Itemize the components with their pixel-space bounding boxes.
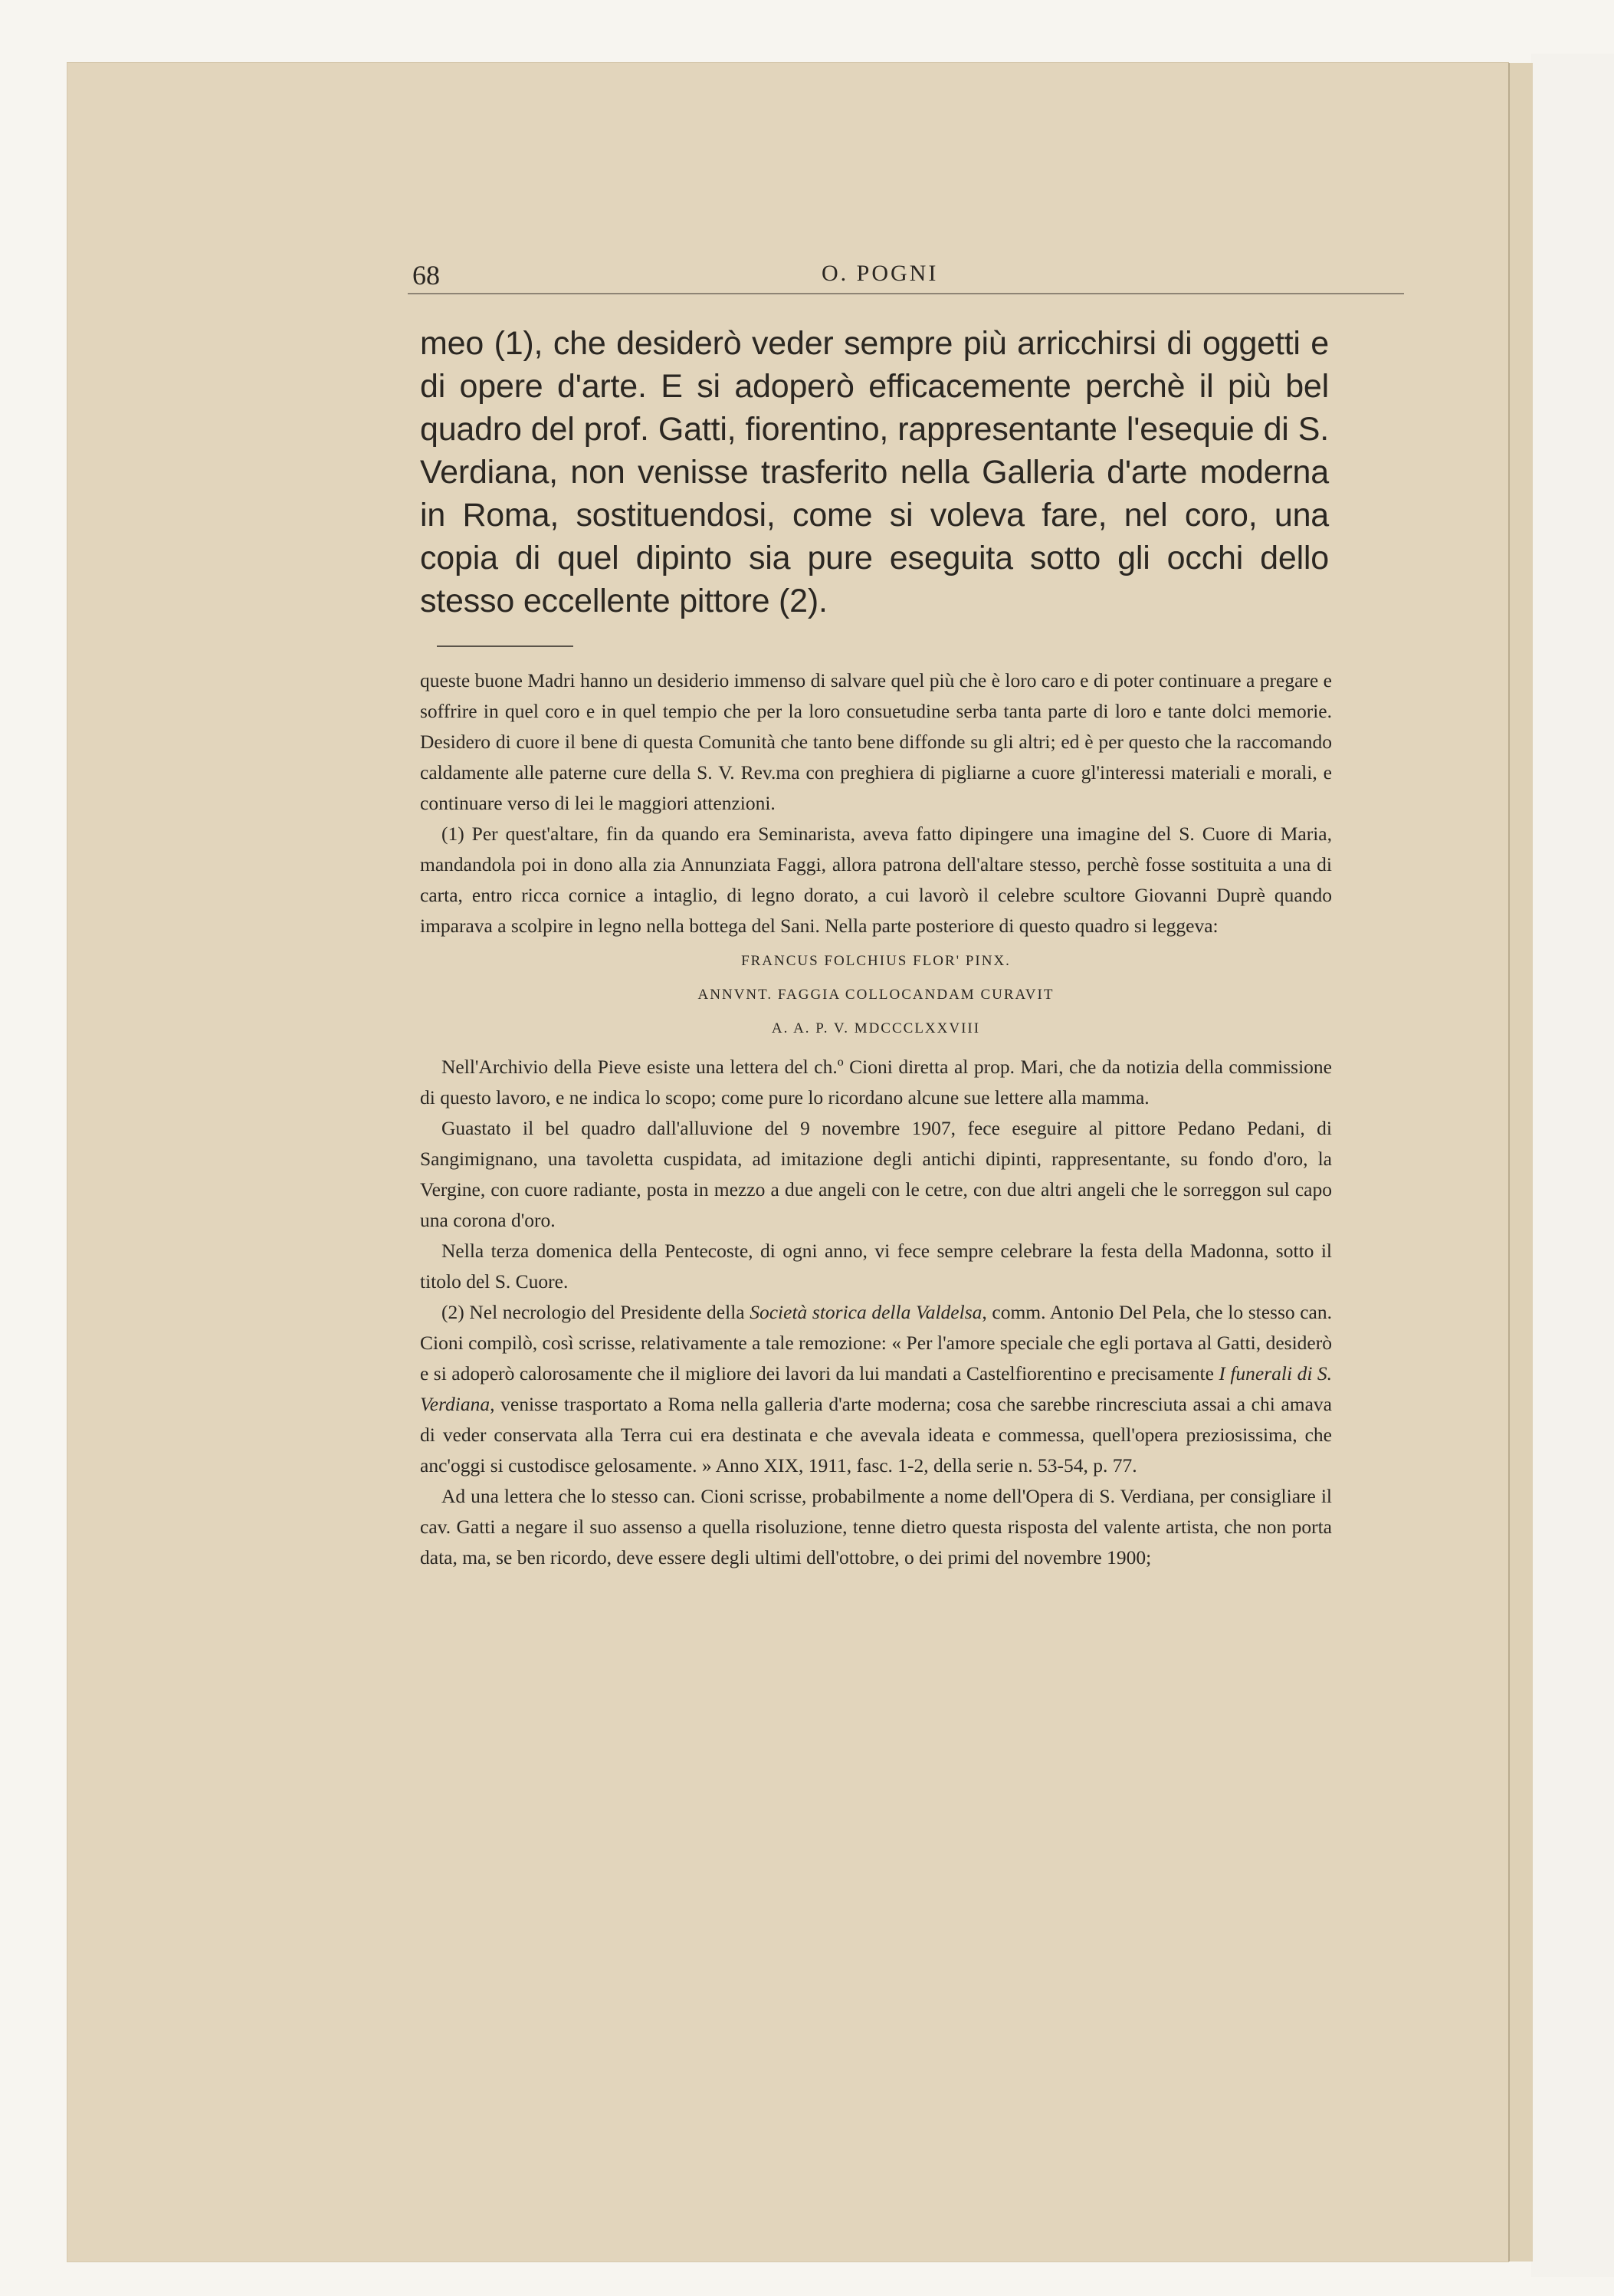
inscription-line: A. A. P. V. MDCCCLXXVIII (771, 1020, 981, 1036)
inscription-line: FRANCUS FOLCHIUS FLOR' PINX. (741, 953, 1011, 969)
paragraph-guastato: Guastato il bel quadro dall'alluvione del 9 novembre 1907, fece eseguire al pittore Pedano Pedani, di Sangimignano, una tavoletta cuspidata, ad imitazione degli antichi dipinti, rappresentante, su fondo d'oro, la Vergine, con cuore radiante, posta in mezzo a due angeli con le cetre, con due altri angeli che le sorreggon sul capo una corona d'oro. (420, 1117, 1332, 1231)
inscription (420, 944, 1332, 1046)
main-paragraph: meo (1), che desiderò veder sempre più arricchirsi di oggetti e di opere d'arte. E si adoperò efficacemente perchè il più bel quadro del prof. Gatti, fiorentino, rappresentante l'esequie di S. Verdiana, non venisse trasferito nella Galleria d'arte moderna in Roma, sostituendosi, come si voleva fare, nel coro, una copia di quel dipinto sia pure eseguita sotto gli occhi dello stesso eccellente pittore (2). (420, 325, 1329, 619)
main-text-block (420, 322, 1329, 622)
background-strip (1531, 54, 1614, 2277)
running-head (408, 259, 1404, 294)
paragraph-pentecoste: Nella terza domenica della Pentecoste, di ogni anno, vi fece sempre celebrare la festa della Madonna, sotto il titolo del S. Cuore. (420, 1240, 1332, 1293)
page-edge (1508, 63, 1533, 2262)
running-title: O. POGNI (822, 261, 939, 286)
footnote-1: (1) Per quest'altare, fin da quando era Seminarista, aveva fatto dipingere una imagine del S. Cuore di Maria, mandandola poi in dono alla zia Annunziata Faggi, allora patrona dell'altare stesso, perchè fosse sostituita a una di carta, entro ricca cornice a intaglio, di legno dorato, a cui lavorò il celebre scultore Giovanni Duprè quando imparava a scolpire in legno nella bottega del Sani. Nella parte posteriore di questo quadro si leggeva: (420, 823, 1332, 937)
paragraph-lettera: Ad una lettera che lo stesso can. Cioni scrisse, probabilmente a nome dell'Opera di S. Verdiana, per consigliare il cav. Gatti a negare il suo assenso a quella risoluzione, tenne dietro questa risposta del valente artista, che non porta data, ma, se ben ricordo, deve essere degli ultimi dell'ottobre, o dei primi del novembre 1900; (420, 1485, 1332, 1568)
inscription-line: ANNVNT. FAGGIA COLLOCANDAM CURAVIT (697, 987, 1055, 1003)
note2-text: (2) Nel necrologio del Presidente della (441, 1301, 750, 1323)
note2-text: , comm. Antonio Del Pela, che lo stesso can. Cioni compilò, così scrisse, relativamente a tale remozione: « Per l'amore speciale che egli portava al Gatti, desiderò e si adoperò calorosamente che il migliore dei lavori da lui mandati a Castelfiorentino e precisamente (420, 1301, 1332, 1384)
note2-text: venisse trasportato a Roma nella galleria d'arte moderna; cosa che sarebbe rincresciuta assai a chi amava di veder conservata alla Terra cui era destinata e che avevala ideata e commessa, quell'opera preziosissima, che anc'oggi si custodisce gelosamente. » Anno XIX, 1911, fasc. 1-2, della serie n. 53-54, p. 77. (420, 1393, 1332, 1476)
paragraph-archivio: Nell'Archivio della Pieve esiste una lettera del ch.º Cioni diretta al prop. Mari, che da notizia della commissione di questo lavoro, e ne indica lo scopo; come pure lo ricordano alcune sue lettere alla mamma. (420, 1056, 1332, 1109)
page-number: 68 (412, 260, 440, 291)
society-name: Società storica della Valdelsa (750, 1301, 983, 1323)
footnote-2 (420, 1297, 1332, 1481)
footnotes-block (420, 665, 1332, 1573)
footnote-rule (437, 645, 573, 647)
footnote-continuation: queste buone Madri hanno un desiderio immenso di salvare quel più che è loro caro e di poter continuare a pregare e soffrire in quel coro e in quel tempio che per la loro consuetudine serba tanta parte di loro e tante dolci memorie. Desidero di cuore il bene di questa Comunità che tanto bene diffonde su gli altri; ed è per questo che la raccomando caldamente alle paterne cure della S. V. Rev.ma con preghiera di pigliarne a cuore gl'interessi materiali e morali, e continuare verso di lei le maggiori attenzioni. (420, 669, 1332, 814)
work-title: I funerali di S. Verdiana, (420, 1362, 1332, 1415)
